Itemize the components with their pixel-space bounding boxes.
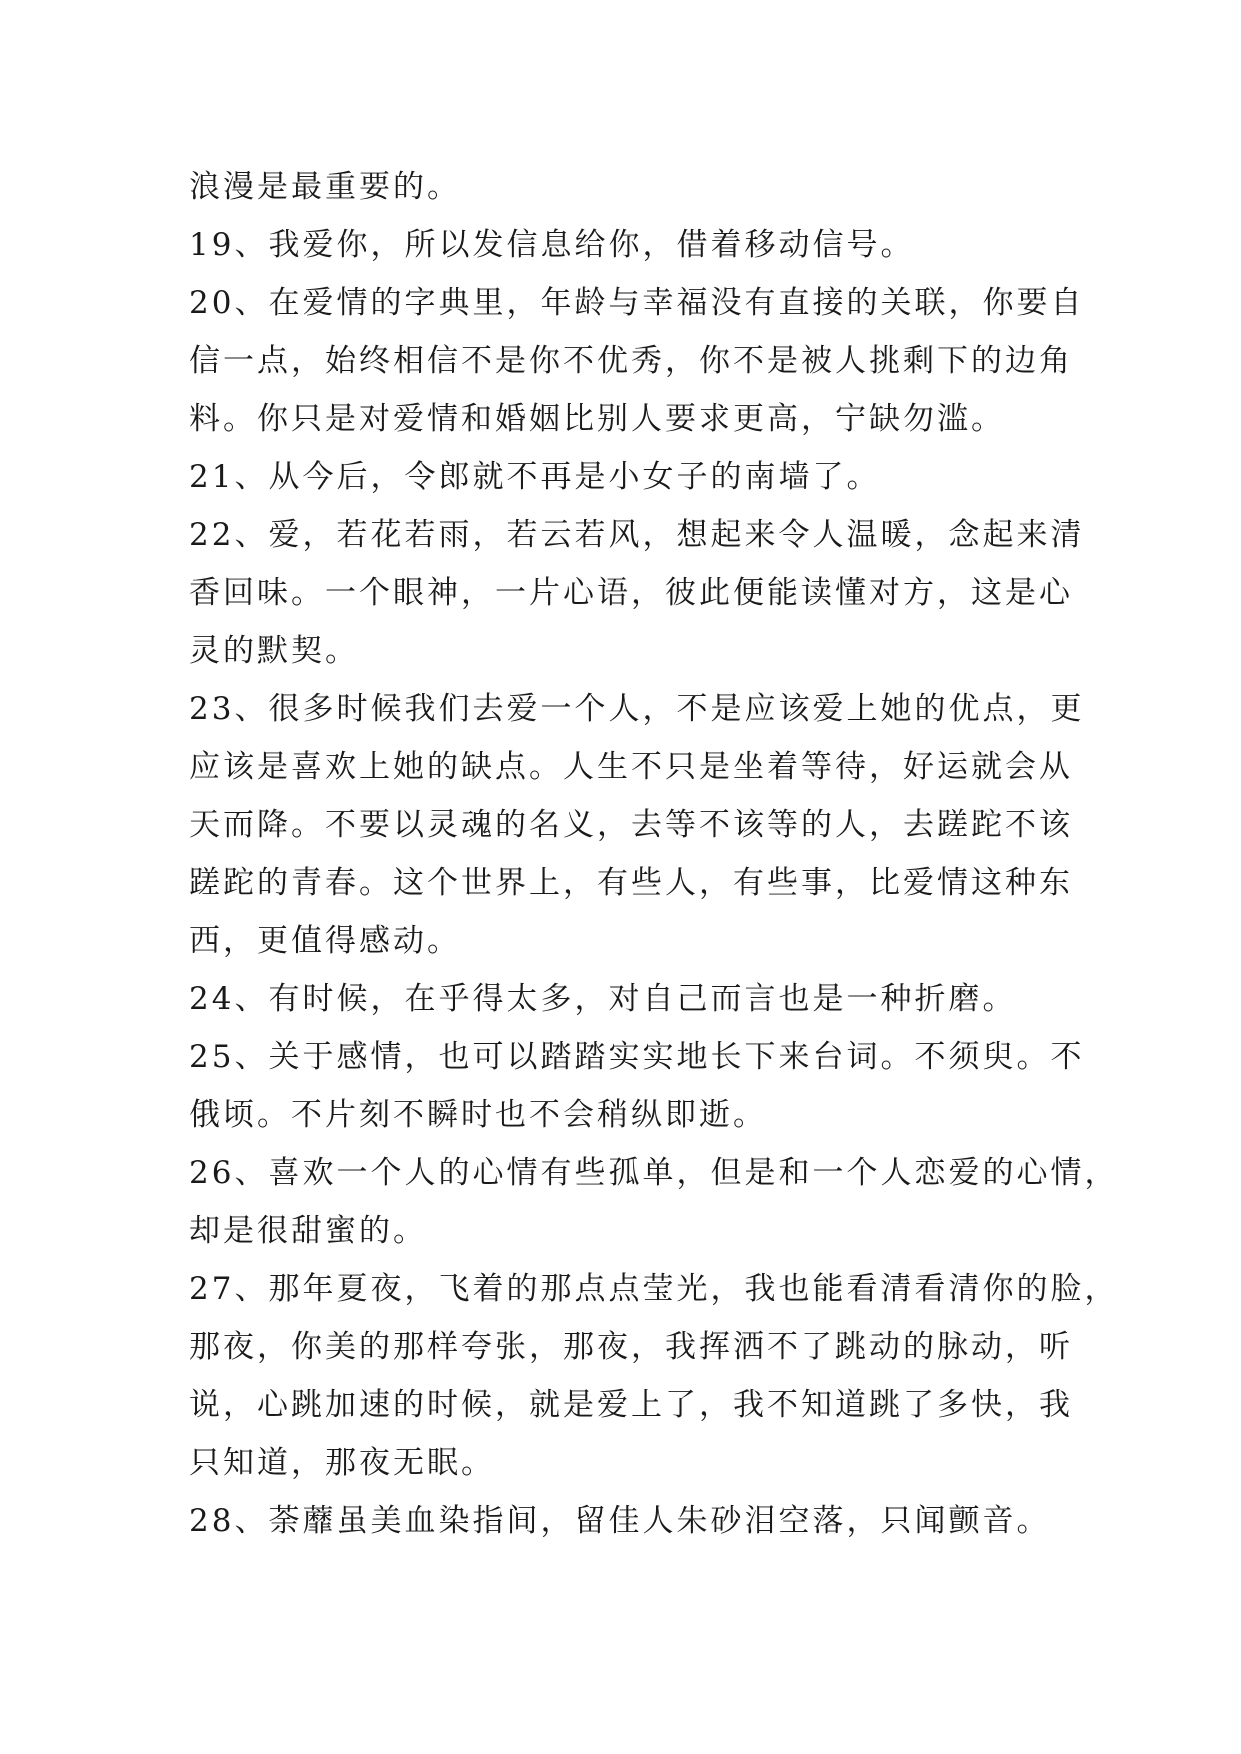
text-line: 21、从今后，令郎就不再是小女子的南墙了。 xyxy=(189,459,881,495)
text-line: 28、荼蘼虽美血染指间，留佳人朱砂泪空落，只闻颤音。 xyxy=(189,1503,1051,1539)
paragraph-22 xyxy=(189,506,1085,680)
text-line: 23、很多时候我们去爱一个人，不是应该爱上她的优点，更 xyxy=(189,691,1085,727)
paragraph-19 xyxy=(189,216,1057,274)
paragraph-20 xyxy=(189,274,1085,448)
text-line: 24、有时候，在乎得太多，对自己而言也是一种折磨。 xyxy=(189,981,1017,1017)
text-line: 应该是喜欢上她的缺点。人生不只是坐着等待，好运就会从 xyxy=(189,749,1073,785)
paragraph-24 xyxy=(189,970,1057,1028)
text-line: 22、爱，若花若雨，若云若风，想起来令人温暖，念起来清 xyxy=(189,517,1085,553)
text-line: 只知道，那夜无眠。 xyxy=(189,1445,495,1481)
text-line: 天而降。不要以灵魂的名义，去等不该等的人，去蹉跎不该 xyxy=(189,807,1073,843)
text-line: 信一点，始终相信不是你不优秀，你不是被人挑剩下的边角 xyxy=(189,343,1073,379)
text-line: 俄顷。不片刻不瞬时也不会稍纵即逝。 xyxy=(189,1097,767,1133)
text-line: 26、喜欢一个人的心情有些孤单，但是和一个人恋爱的心情， xyxy=(189,1155,1119,1191)
paragraph-intro xyxy=(189,158,1057,216)
paragraph-25 xyxy=(189,1028,1085,1144)
text-line: 27、那年夏夜，飞着的那点点莹光，我也能看清看清你的脸， xyxy=(189,1271,1119,1307)
text-line: 20、在爱情的字典里，年龄与幸福没有直接的关联，你要自 xyxy=(189,285,1085,321)
paragraph-21 xyxy=(189,448,1057,506)
paragraph-27 xyxy=(189,1260,1119,1492)
paragraph-23 xyxy=(189,680,1085,970)
text-line: 蹉跎的青春。这个世界上，有些人，有些事，比爱情这种东 xyxy=(189,865,1073,901)
text-line: 说，心跳加速的时候，就是爱上了，我不知道跳了多快，我 xyxy=(189,1387,1073,1423)
text-line: 25、关于感情，也可以踏踏实实地长下来台词。不须臾。不 xyxy=(189,1039,1085,1075)
paragraph-28 xyxy=(189,1492,1057,1550)
document-body xyxy=(189,158,1119,1550)
text-line: 却是很甜蜜的。 xyxy=(189,1213,427,1249)
paragraph-26 xyxy=(189,1144,1119,1260)
text-line: 那夜，你美的那样夸张，那夜，我挥洒不了跳动的脉动，听 xyxy=(189,1329,1073,1365)
text-line: 料。你只是对爱情和婚姻比别人要求更高，宁缺勿滥。 xyxy=(189,401,1005,437)
text-line: 香回味。一个眼神，一片心语，彼此便能读懂对方，这是心 xyxy=(189,575,1073,611)
text-line: 灵的默契。 xyxy=(189,633,359,669)
text-line: 19、我爱你，所以发信息给你，借着移动信号。 xyxy=(189,227,915,263)
text-line: 西，更值得感动。 xyxy=(189,923,461,959)
text-line: 浪漫是最重要的。 xyxy=(189,169,461,205)
